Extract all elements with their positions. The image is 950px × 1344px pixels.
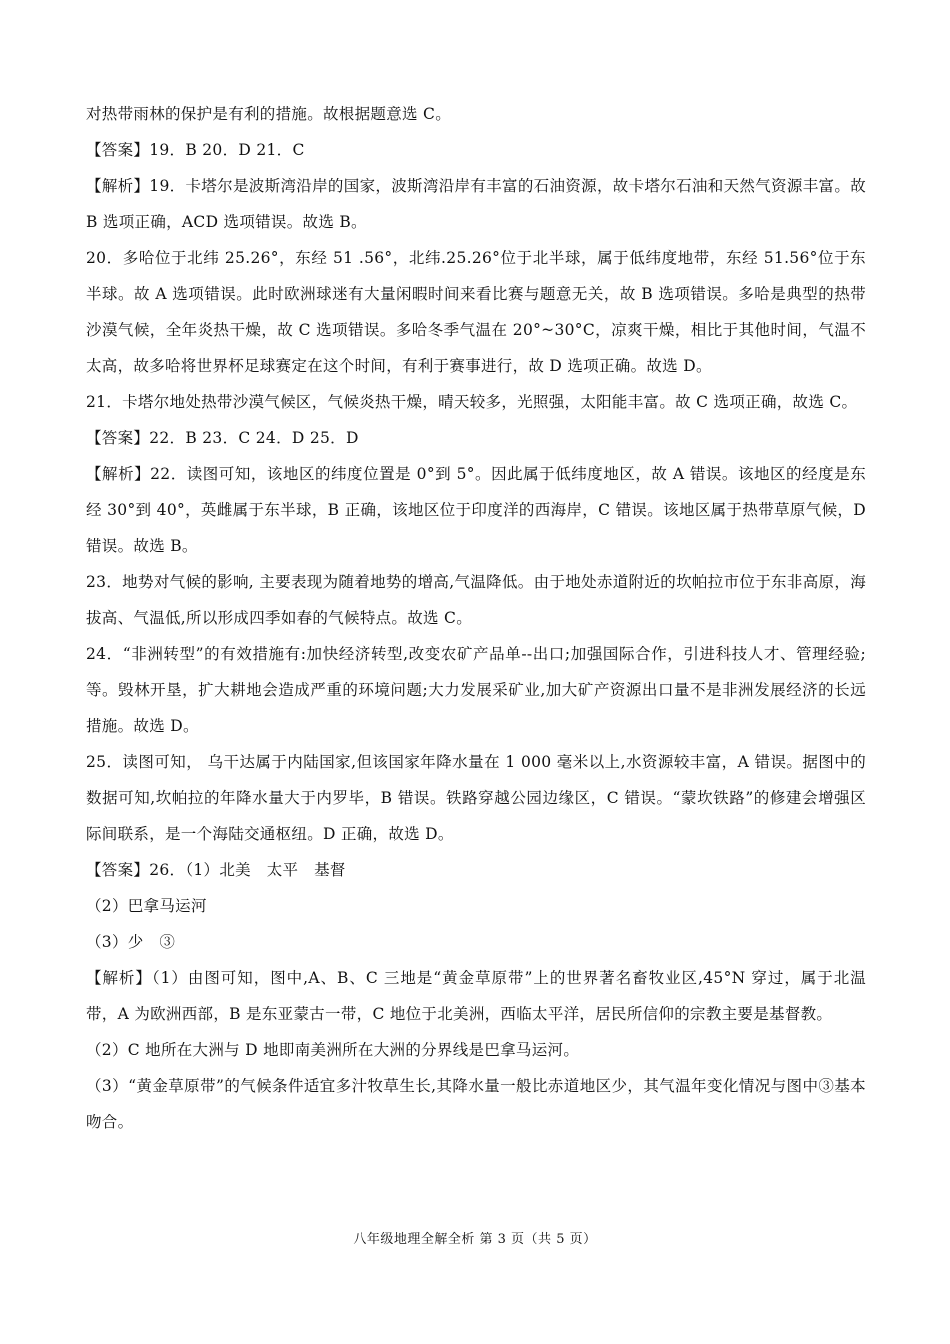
analysis-19: 【解析】19．卡塔尔是波斯湾沿岸的国家，波斯湾沿岸有丰富的石油资源，故卡塔尔石油和天然气资源丰富。故 B 选项正确，ACD 选项错误。故选 B。 [86, 177, 866, 231]
analysis-20: 20．多哈位于北纬 25.26°，东经 51 .56°，北纬.25.26°位于北半球，属于低纬度地带，东经 51.56°位于东半球。故 A 选项错误。此时欧洲球迷有大量闲暇时间来看比赛与题意无关，故 B 选项错误。多哈是典型的热带沙漠气候，全年炎热干燥，故 C 选项错误。多哈冬季气温在 20°~30°C，凉爽干燥，相比于其他时间，气温不太高，故多哈将世界杯足球赛定在这个时间，有利于赛事进行，故 D 选项正确。故选 D。 [86, 249, 866, 375]
answer-26-part2: （2）巴拿马运河 [86, 897, 207, 915]
analysis-25: 25．读图可知， 乌干达属于内陆国家,但该国家年降水量在 1 000 毫米以上,水资源较丰富，A 错误。据图中的数据可知,坎帕拉的年降水量大于内罗毕，B 错误。铁路穿越公园边缘区，C 错误。“蒙坎铁路”的修建会增强区际间联系，是一个海陆交通枢纽。D 正确，故选 D。 [86, 753, 866, 843]
page-footer: 八年级地理全解全析 第 3 页（共 5 页） [353, 1232, 597, 1247]
analysis-24: 24．“非洲转型”的有效措施有:加快经济转型,改变农矿产品单--出口;加强国际合作，引进科技人才、管理经验;等。毁林开垦，扩大耕地会造成严重的环境问题;大力发展采矿业,加大矿产资源出口量不是非洲发展经济的长远措施。故选 D。 [86, 645, 866, 735]
paragraph-q18-conclusion: 对热带雨林的保护是有利的措施。故根据题意选 C。 [86, 105, 451, 123]
answer-19-21: 【答案】19．B 20．D 21．C [86, 141, 305, 159]
analysis-21: 21．卡塔尔地处热带沙漠气候区，气候炎热干燥，晴天较多，光照强，太阳能丰富。故 C 选项正确，故选 C。 [86, 393, 858, 411]
analysis-26-part3: （3）“黄金草原带”的气候条件适宜多汁牧草生长,其降水量一般比赤道地区少，其气温年变化情况与图中③基本吻合。 [86, 1077, 866, 1131]
analysis-26-part1: 【解析】（1）由图可知，图中,A、B、C 三地是“黄金草原带”上的世界著名畜牧业区,45°N 穿过，属于北温带，A 为欧洲西部，B 是东亚蒙古一带，C 地位于北美洲，西临太平洋，居民所信仰的宗教主要是基督教。 [86, 969, 866, 1023]
analysis-23: 23．地势对气候的影响, 主要表现为随着地势的增高,气温降低。由于地处赤道附近的坎帕拉市位于东非高原，海拔高、气温低,所以形成四季如春的气候特点。故选 C。 [86, 573, 866, 627]
answer-26-part3: （3）少 ③ [86, 933, 176, 951]
analysis-26-part2: （2）C 地所在大洲与 D 地即南美洲所在大洲的分界线是巴拿马运河。 [86, 1041, 580, 1059]
analysis-22: 【解析】22．读图可知，该地区的纬度位置是 0°到 5°。因此属于低纬度地区，故 A 错误。该地区的经度是东经 30°到 40°，英雌属于东半球，B 正确，该地区位于印度洋的西海岸，C 错误。该地区属于热带草原气候，D 错误。故选 B。 [86, 465, 866, 555]
answer-26-part1: 【答案】26．（1）北美 太平 基督 [86, 861, 346, 879]
answer-22-25: 【答案】22．B 23．C 24．D 25．D [86, 429, 359, 447]
answer-explanation-body [86, 96, 866, 1140]
